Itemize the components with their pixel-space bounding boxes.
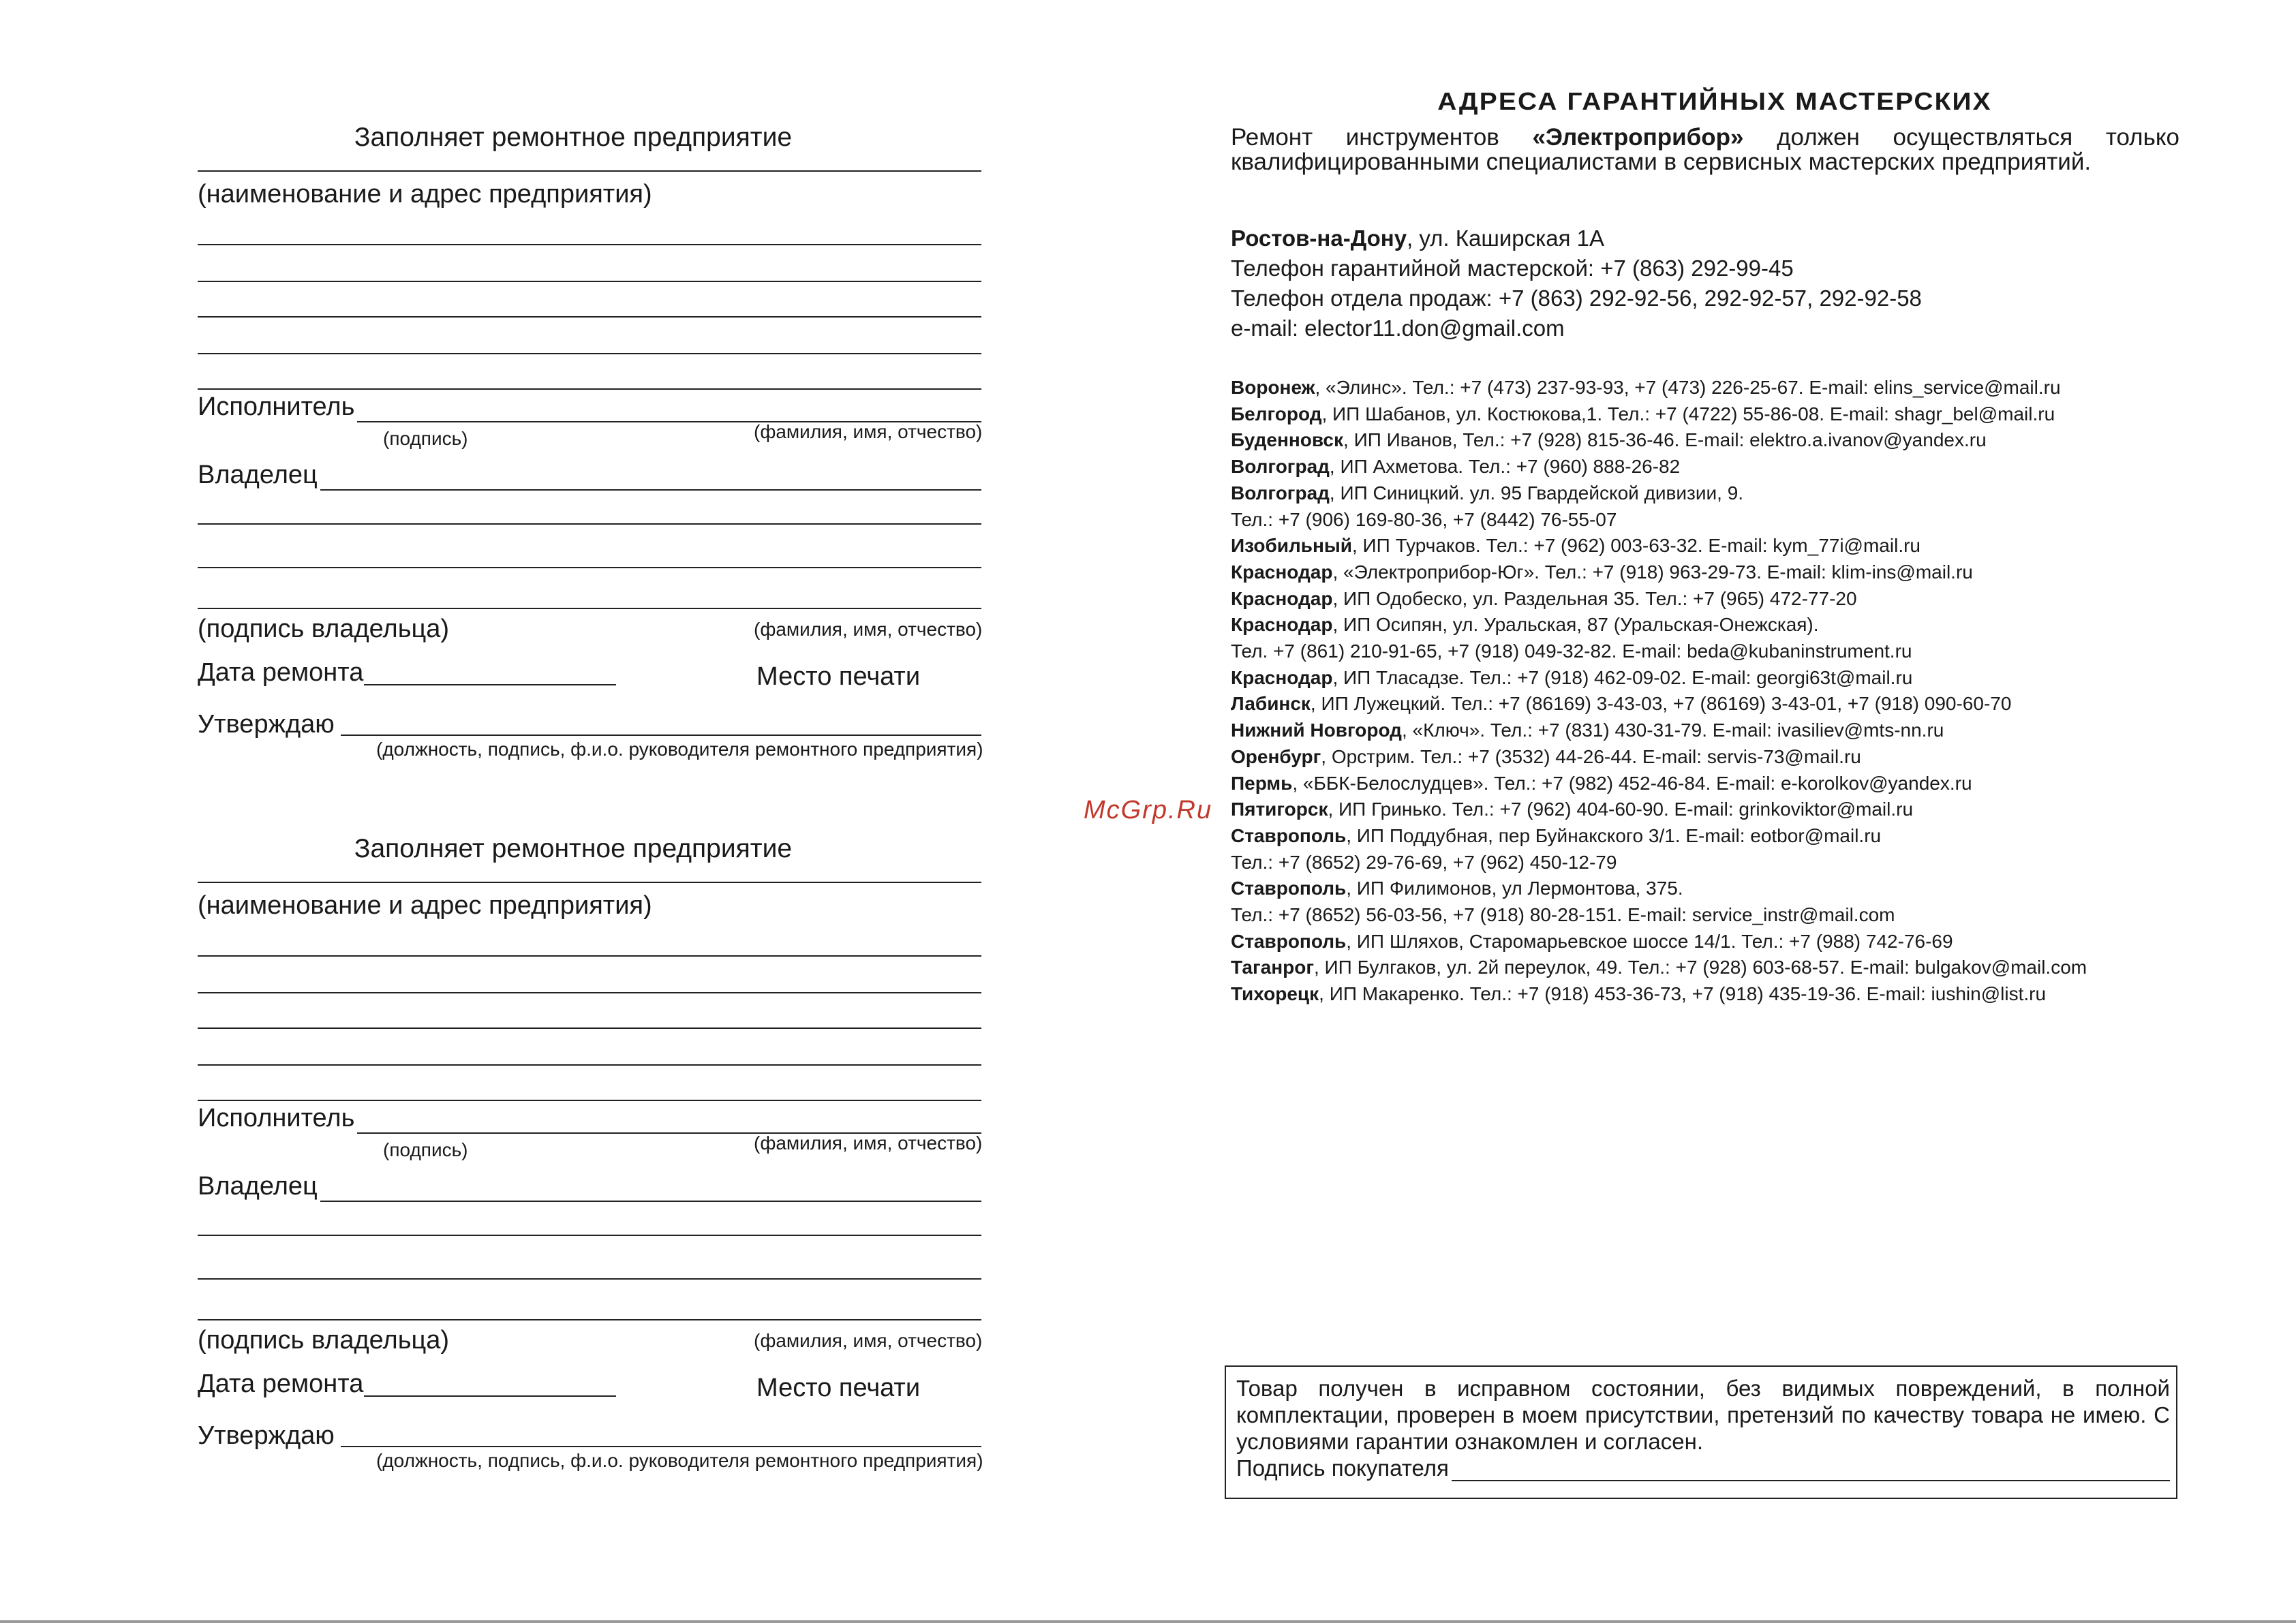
org-address-line[interactable] bbox=[198, 281, 981, 282]
workshop-city: Краснодар bbox=[1231, 666, 1333, 688]
workshop-details: , ИП Поддубная, пер Буйнакского 3/1. E-mail: eotbor@mail.ru bbox=[1346, 824, 1882, 846]
workshop-row bbox=[1231, 454, 2087, 480]
workshop-city: Нижний Новгород bbox=[1231, 720, 1402, 741]
workshop-details: , ИП Ахметова. Тел.: +7 (960) 888-26-82 bbox=[1329, 456, 1681, 478]
owner-label: Владелец bbox=[198, 1172, 318, 1201]
workshop-details: , ИП Гринько. Тел.: +7 (962) 404-60-90. E-mail: grinkoviktor@mail.ru bbox=[1328, 799, 1914, 820]
workshop-details: , «Ключ». Тел.: +7 (831) 430-31-79. E-mail: ivasiliev@mts-nn.ru bbox=[1401, 720, 1944, 741]
main-office-line: Телефон гарантийной мастерской: +7 (863) 292-99-45 bbox=[1231, 256, 1794, 281]
org-name-line[interactable] bbox=[198, 170, 981, 172]
workshop-row bbox=[1231, 559, 2087, 586]
workshop-details: , ИП Лужецкий. Тел.: +7 (86169) 3-43-03, +7 (86169) 3-43-01, +7 (918) 090-60-70 bbox=[1310, 693, 2012, 715]
workshop-details: , ИП Шабанов, ул. Костюкова,1. Тел.: +7 (4722) 55-86-08. E-mail: shagr_bel@mail.ru bbox=[1321, 403, 2055, 424]
workshop-row bbox=[1231, 955, 2087, 981]
workshop-city: Оренбург bbox=[1231, 745, 1321, 767]
owner-line[interactable] bbox=[198, 523, 981, 525]
main-office-email: e-mail: elector11.don@gmail.com bbox=[1231, 315, 1565, 341]
workshop-details: , «ББК-Белослудцев». Тел.: +7 (982) 452-46-84. E-mail: e-korolkov@yandex.ru bbox=[1292, 772, 1972, 794]
owner-line[interactable] bbox=[198, 1278, 981, 1280]
org-address-line[interactable] bbox=[198, 955, 981, 957]
owner-signature-caption: (подпись владельца) bbox=[198, 1326, 450, 1355]
approve-label: Утверждаю bbox=[198, 1421, 335, 1450]
workshop-city: Краснодар bbox=[1231, 587, 1333, 609]
workshop-city: Воронеж bbox=[1231, 377, 1315, 398]
org-caption: (наименование и адрес предприятия) bbox=[198, 891, 652, 920]
signature-caption: (подпись) bbox=[383, 428, 468, 449]
workshop-row bbox=[1231, 427, 2087, 454]
workshop-details: , ИП Тласадзе. Тел.: +7 (918) 462-09-02. E-mail: georgi63t@mail.ru bbox=[1332, 666, 1913, 688]
workshop-row bbox=[1231, 771, 2087, 797]
receipt-text: Товар получен в исправном состоянии, без видимых повреждений, в полной комплектации, проверен в моем присутствии, претензий по качеству товара не имею. С условиями гарантии ознакомлен и согласен. bbox=[1236, 1376, 2170, 1454]
workshop-details: , «Элинс». Тел.: +7 (473) 237-93-93, +7 (473) 226-25-67. E-mail: elins_service@mail.ru bbox=[1315, 377, 2061, 398]
workshop-details: , ИП Филимонов, ул Лермонтова, 375. bbox=[1346, 878, 1683, 899]
stamp-label: Место печати bbox=[756, 662, 921, 691]
workshop-city: Ставрополь bbox=[1231, 824, 1347, 846]
intro-pre: Ремонт инструментов bbox=[1231, 124, 1533, 151]
owner-line[interactable] bbox=[198, 1235, 981, 1236]
main-office-address bbox=[1231, 223, 1922, 253]
repair-date-label: Дата ремонта bbox=[198, 658, 364, 687]
form-title: Заполняет ремонтное предприятие bbox=[354, 834, 793, 863]
org-address-line[interactable] bbox=[198, 1027, 981, 1029]
fio-caption: (фамилия, имя, отчество) bbox=[754, 421, 983, 442]
org-address-line[interactable] bbox=[198, 244, 981, 245]
workshop-list bbox=[1231, 375, 2087, 1008]
workshop-row bbox=[1231, 823, 2087, 850]
workshop-details: Тел.: +7 (8652) 56-03-56, +7 (918) 80-28-151. E-mail: service_instr@mail.com bbox=[1231, 904, 1895, 926]
workshop-city: Пятигорск bbox=[1231, 799, 1328, 820]
receipt-signature-row bbox=[1236, 1455, 2170, 1481]
receipt-statement bbox=[1236, 1375, 2170, 1481]
executor-label: Исполнитель bbox=[198, 1104, 355, 1132]
workshop-details: , ИП Булгаков, ул. 2й переулок, 49. Тел.: +7 (928) 603-68-57. E-mail: bulgakov@mail.com bbox=[1314, 957, 2087, 978]
workshop-details: , ИП Осипян, ул. Уральская, 87 (Уральская-Онежская). bbox=[1332, 614, 1819, 636]
approve-line[interactable] bbox=[341, 1446, 981, 1447]
receipt-signature-label: Подпись покупателя bbox=[1236, 1455, 1449, 1481]
workshop-row bbox=[1231, 480, 2087, 507]
workshop-row bbox=[1231, 981, 2087, 1008]
stamp-label: Место печати bbox=[756, 1374, 921, 1402]
watermark: McGrp.Ru bbox=[1084, 796, 1213, 824]
workshop-row bbox=[1231, 401, 2087, 428]
workshop-city: Таганрог bbox=[1231, 957, 1314, 978]
main-office bbox=[1231, 223, 1922, 343]
intro-post: должен осуществляться только квалифицированными специалистами в сервисных мастерских предприятий. bbox=[1231, 124, 2179, 175]
intro-brand: «Электроприбор» bbox=[1532, 124, 1744, 151]
main-office-line: Телефон отдела продаж: +7 (863) 292-92-56, 292-92-57, 292-92-58 bbox=[1231, 285, 1922, 311]
workshop-city: Изобильный bbox=[1231, 535, 1352, 557]
org-address-line[interactable] bbox=[198, 316, 981, 318]
owner-line[interactable] bbox=[320, 1201, 981, 1202]
org-address-line[interactable] bbox=[198, 1064, 981, 1066]
workshop-row bbox=[1231, 507, 2087, 534]
workshop-row bbox=[1231, 876, 2087, 902]
repair-date-line[interactable] bbox=[364, 1395, 616, 1397]
workshop-row bbox=[1231, 612, 2087, 638]
workshop-details: , ИП Шляхов, Старомарьевское шоссе 14/1. Тел.: +7 (988) 742-76-69 bbox=[1346, 930, 1953, 952]
addresses-intro bbox=[1231, 125, 2179, 174]
workshop-row bbox=[1231, 797, 2087, 823]
form-title: Заполняет ремонтное предприятие bbox=[354, 123, 793, 152]
workshop-row bbox=[1231, 375, 2087, 401]
main-address: , ул. Каширская 1А bbox=[1407, 226, 1605, 251]
addresses-heading: АДРЕСА ГАРАНТИЙНЫХ МАСТЕРСКИХ bbox=[1437, 87, 1992, 115]
workshop-details: , Орстрим. Тел.: +7 (3532) 44-26-44. E-mail: servis-73@mail.ru bbox=[1321, 745, 1861, 767]
owner-line[interactable] bbox=[320, 489, 981, 491]
org-caption: (наименование и адрес предприятия) bbox=[198, 180, 652, 208]
workshop-row bbox=[1231, 744, 2087, 771]
approve-line[interactable] bbox=[341, 735, 981, 736]
org-address-line[interactable] bbox=[198, 992, 981, 993]
workshop-row bbox=[1231, 638, 2087, 665]
receipt-signature-line[interactable] bbox=[1452, 1459, 2170, 1481]
workshop-row bbox=[1231, 850, 2087, 876]
workshop-city: Лабинск bbox=[1231, 693, 1311, 715]
workshop-details: Тел.: +7 (906) 169-80-36, +7 (8442) 76-55-07 bbox=[1231, 508, 1617, 530]
workshop-city: Буденновск bbox=[1231, 429, 1344, 451]
workshop-city: Краснодар bbox=[1231, 561, 1333, 583]
executor-label: Исполнитель bbox=[198, 392, 355, 421]
org-address-line[interactable] bbox=[198, 353, 981, 354]
repair-date-line[interactable] bbox=[364, 684, 616, 685]
workshop-details: , ИП Макаренко. Тел.: +7 (918) 453-36-73, +7 (918) 435-19-36. E-mail: iushin@list.ru bbox=[1319, 983, 2047, 1005]
workshop-details: Тел. +7 (861) 210-91-65, +7 (918) 049-32-82. E-mail: beda@kubaninstrument.ru bbox=[1231, 640, 1912, 662]
org-address-line[interactable] bbox=[198, 388, 981, 390]
workshop-details: , «Электроприбор-Юг». Тел.: +7 (918) 963-29-73. E-mail: klim-ins@mail.ru bbox=[1332, 561, 1973, 583]
workshop-row bbox=[1231, 533, 2087, 559]
workshop-row bbox=[1231, 665, 2087, 692]
owner-fio-caption: (фамилия, имя, отчество) bbox=[754, 619, 983, 640]
approve-label: Утверждаю bbox=[198, 710, 335, 739]
fio-caption: (фамилия, имя, отчество) bbox=[754, 1132, 983, 1154]
org-address-line[interactable] bbox=[198, 1100, 981, 1101]
org-name-line[interactable] bbox=[198, 882, 981, 883]
workshop-city: Волгоград bbox=[1231, 482, 1330, 504]
workshop-row bbox=[1231, 902, 2087, 929]
workshop-row bbox=[1231, 586, 2087, 613]
workshop-city: Тихорецк bbox=[1231, 983, 1319, 1005]
workshop-city: Волгоград bbox=[1231, 456, 1330, 478]
signature-caption: (подпись) bbox=[383, 1139, 468, 1160]
workshop-details: , ИП Иванов, Тел.: +7 (928) 815-36-46. E-mail: elektro.a.ivanov@yandex.ru bbox=[1343, 429, 1987, 451]
workshop-city: Краснодар bbox=[1231, 614, 1333, 636]
owner-line[interactable] bbox=[198, 1319, 981, 1320]
workshop-details: , ИП Синицкий. ул. 95 Гвардейской дивизии, 9. bbox=[1329, 482, 1744, 504]
owner-fio-caption: (фамилия, имя, отчество) bbox=[754, 1330, 983, 1351]
workshop-city: Пермь bbox=[1231, 772, 1293, 794]
owner-signature-caption: (подпись владельца) bbox=[198, 615, 450, 643]
workshop-details: , ИП Одобеско, ул. Раздельная 35. Тел.: +7 (965) 472-77-20 bbox=[1332, 587, 1857, 609]
owner-line[interactable] bbox=[198, 608, 981, 609]
workshop-row bbox=[1231, 691, 2087, 717]
workshop-city: Ставрополь bbox=[1231, 930, 1347, 952]
workshop-row bbox=[1231, 717, 2087, 744]
page-bottom-rule bbox=[0, 1620, 2296, 1623]
workshop-details: Тел.: +7 (8652) 29-76-69, +7 (962) 450-12-79 bbox=[1231, 851, 1617, 873]
owner-label: Владелец bbox=[198, 461, 318, 489]
workshop-city: Ставрополь bbox=[1231, 878, 1347, 899]
repair-date-label: Дата ремонта bbox=[198, 1370, 364, 1398]
approve-caption: (должность, подпись, ф.и.о. руководителя ремонтного предприятия) bbox=[376, 1450, 983, 1471]
owner-line[interactable] bbox=[198, 567, 981, 568]
workshop-details: , ИП Турчаков. Тел.: +7 (962) 003-63-32. E-mail: kym_77i@mail.ru bbox=[1352, 535, 1920, 557]
main-city: Ростов-на-Дону bbox=[1231, 226, 1407, 251]
workshop-row bbox=[1231, 929, 2087, 955]
workshop-city: Белгород bbox=[1231, 403, 1322, 424]
approve-caption: (должность, подпись, ф.и.о. руководителя ремонтного предприятия) bbox=[376, 739, 983, 760]
